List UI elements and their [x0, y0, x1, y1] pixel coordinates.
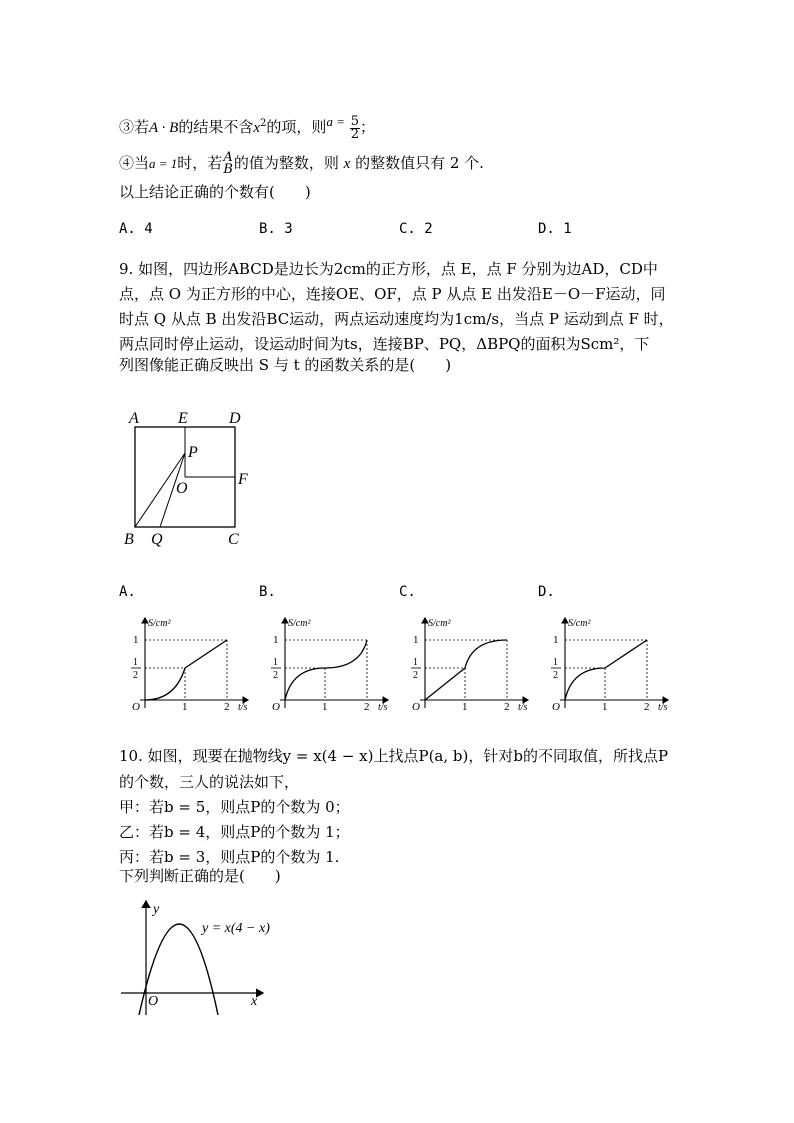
- q9-line-3: 时点 Q 从点 B 出发沿BC运动，两点运动速度均为1cm/s，当点 P 运动到点 F 时，: [119, 310, 674, 328]
- q9-option-b-label: B.: [259, 584, 276, 600]
- graph-y-half-num: 1: [273, 657, 278, 668]
- graph-tick-2: 2: [224, 701, 230, 712]
- graph-tick-1: 1: [322, 701, 328, 712]
- graph-curve: [425, 640, 507, 700]
- graph-origin: O: [552, 701, 560, 712]
- label-b: B: [124, 531, 134, 548]
- q9-option-a-label: A.: [119, 584, 136, 600]
- q8-item3-den: 2: [350, 126, 359, 142]
- graph-y-half-den: 2: [273, 670, 278, 681]
- q8-item3-end: ；: [360, 118, 376, 136]
- label-p: P: [188, 444, 198, 461]
- q9-option-c-label: C.: [399, 584, 416, 600]
- x-axis-label: x: [251, 994, 258, 1009]
- q9-line-5: 列图像能正确反映出 S 与 t 的函数关系的是( ): [119, 356, 452, 374]
- graph-curve: [285, 640, 367, 700]
- graph-origin: O: [412, 701, 420, 712]
- graph-curve: [565, 640, 647, 700]
- q8-item4-num: A: [223, 150, 233, 165]
- q8-option-c: C. 2: [399, 221, 433, 237]
- q8-item-3: [119, 112, 375, 141]
- graph-curve: [145, 640, 227, 700]
- q8-option-a: A. 4: [119, 221, 153, 237]
- label-q: Q: [151, 531, 163, 548]
- graph-y-one: 1: [273, 634, 279, 646]
- q8-item3-eq: a =: [326, 114, 345, 129]
- graph-tick-1: 1: [602, 701, 608, 712]
- q8-option-b: B. 3: [259, 221, 293, 237]
- graph-tick-2: 2: [504, 701, 510, 712]
- graph-ylabel: S/cm²: [288, 618, 311, 629]
- label-c: C: [228, 531, 239, 548]
- q8-item-4: [119, 152, 484, 176]
- q8-item3-mid2: 的项，则: [266, 118, 327, 136]
- graph-tick-2: 2: [364, 701, 370, 712]
- graph-y-half-num: 1: [553, 657, 558, 668]
- q8-item3-prefix: ③若: [119, 118, 150, 136]
- graph-tick-1: 1: [462, 701, 468, 712]
- q8-item4-prefix: ④当: [119, 154, 150, 172]
- graph-y-half-den: 2: [133, 670, 138, 681]
- q10-line-3: 甲：若b = 5，则点P的个数为 0；: [119, 798, 350, 816]
- label-a: A: [129, 410, 139, 427]
- q8-item3-mid: 的结果不含: [178, 118, 254, 136]
- graph-xlabel: t/s: [238, 702, 248, 712]
- q9-graph-b: [260, 612, 400, 712]
- graph-tick-2: 2: [644, 701, 650, 712]
- graph-ylabel: S/cm²: [148, 618, 171, 629]
- graph-ylabel: S/cm²: [568, 618, 591, 629]
- q10-line-4: 乙：若b = 4，则点P的个数为 1；: [119, 823, 350, 841]
- graph-ylabel: S/cm²: [428, 618, 451, 629]
- q8-conclusion: 以上结论正确的个数有( ): [119, 183, 311, 201]
- graph-y-half-den: 2: [553, 670, 558, 681]
- graph-tick-1: 1: [182, 701, 188, 712]
- q8-item3-expr: A · B: [149, 120, 179, 136]
- q8-item3-var: x: [253, 120, 261, 136]
- q8-item4-end: 的整数值只有 2 个.: [350, 154, 484, 172]
- q9-graph-c: [400, 612, 540, 712]
- q8-item4-mid2: 的值为整数，则: [233, 154, 344, 172]
- graph-y-half-num: 1: [133, 657, 138, 668]
- q9-line-2: 点，点 O 为正方形的中心，连接OE、OF，点 P 从点 E 出发沿E－O－F运动，同: [119, 285, 666, 303]
- graph-y-one: 1: [553, 634, 559, 646]
- q8-item3-fraction: [350, 113, 360, 142]
- graph-xlabel: t/s: [658, 702, 668, 712]
- origin-label: O: [148, 994, 159, 1009]
- graph-xlabel: t/s: [518, 702, 528, 712]
- q10-line-5: 丙：若b = 3，则点P的个数为 1.: [119, 848, 340, 866]
- q8-item3-num: 5: [350, 113, 359, 129]
- q8-item4-var: x: [343, 156, 351, 172]
- graph-origin: O: [272, 701, 280, 712]
- q8-item4-den: B: [223, 162, 233, 177]
- q8-item4-mid: 时，若: [177, 154, 223, 172]
- q9-graph-d: [540, 612, 680, 712]
- graph-y-one: 1: [133, 634, 139, 646]
- q9-line-4: 两点同时停止运动，设运动时间为ts，连接BP、PQ，ΔBPQ的面积为Scm²，下: [119, 335, 650, 353]
- label-f: F: [238, 471, 248, 488]
- q8-option-d: D. 1: [538, 221, 572, 237]
- label-o: O: [176, 480, 188, 497]
- q8-item4-cond: a = 1: [149, 156, 178, 171]
- graph-y-half-num: 1: [413, 657, 418, 668]
- graph-xlabel: t/s: [378, 702, 388, 712]
- q10-line-1: 10. 如图，现要在抛物线y = x(4 − x)上找点P(a, b)，针对b的不同取值，所找点P: [119, 747, 669, 765]
- y-axis-label: y: [153, 902, 160, 917]
- q9-option-d-label: D.: [538, 584, 555, 600]
- graph-y-one: 1: [413, 634, 419, 646]
- q9-square-figure: [120, 405, 260, 550]
- q8-item3-sup: 2: [260, 118, 267, 129]
- q10-line-2: 的个数，三人的说法如下，: [119, 773, 300, 791]
- curve-label: y = x(4 − x): [202, 921, 270, 936]
- label-d: D: [229, 410, 241, 427]
- q10-line-6: 下列判断正确的是( ): [119, 867, 281, 885]
- q9-line-1: 9. 如图，四边形ABCD是边长为2cm的正方形，点 E，点 F 分别为边AD，CD中: [119, 260, 658, 278]
- graph-origin: O: [132, 701, 140, 712]
- q9-graph-a: [120, 612, 260, 712]
- q10-parabola-figure: [115, 893, 290, 1018]
- q8-item4-fraction: [222, 152, 234, 176]
- label-e: E: [178, 410, 188, 427]
- graph-y-half-den: 2: [413, 670, 418, 681]
